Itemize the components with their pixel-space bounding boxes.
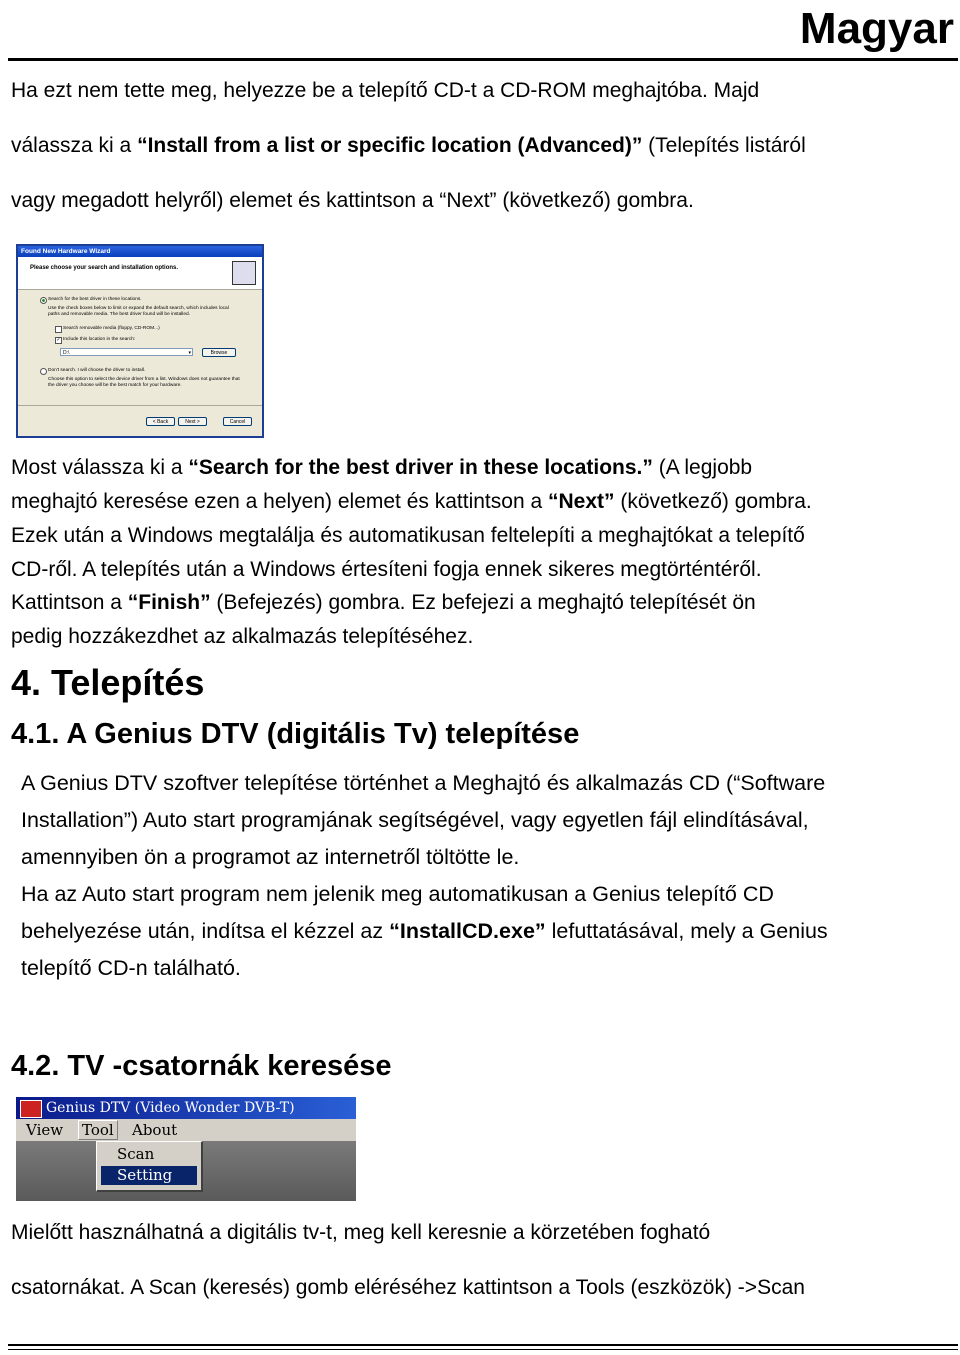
para2-line-1: Most válassza ki a “Search for the best driver in these locations.” (A legjobb [11, 456, 753, 479]
wizard-title-bar: Found New Hardware Wizard [18, 246, 262, 257]
intro-line-1: Ha ezt nem tette meg, helyezze be a telepítő CD-t a CD-ROM meghajtóba. Majd [11, 79, 760, 102]
wizard-opt2-desc1: Choose this option to select the device driver from a list. Windows does not guarantee that [48, 377, 240, 382]
browse-button[interactable]: Browse [202, 348, 236, 357]
section-4-heading: 4. Telepítés [11, 662, 205, 703]
section-4-1-heading: 4.1. A Genius DTV (digitális Tv) telepítése [11, 718, 580, 750]
tool-dropdown-menu [96, 1141, 203, 1192]
s41-line-5: behelyezése után, indítsa el kézzel az “InstallCD.exe” lefuttatásával, mely a Genius [21, 919, 828, 943]
radio-dont-search[interactable] [40, 368, 47, 375]
menu-item-scan[interactable]: Scan [117, 1145, 155, 1163]
next-button[interactable]: Next > [178, 417, 207, 426]
chevron-down-icon: ▾ [188, 350, 191, 356]
cancel-button[interactable]: Cancel [223, 417, 252, 426]
wizard-heading: Please choose your search and installation options. [30, 265, 179, 271]
checkbox-removable-media[interactable] [55, 326, 62, 333]
menu-about[interactable]: About [132, 1121, 178, 1139]
bottom-rule [8, 1344, 958, 1346]
dtv-app-icon [20, 1100, 42, 1118]
top-rule [8, 58, 958, 61]
s41-line-6: telepítő CD-n található. [21, 956, 241, 980]
wizard-opt2-desc2: the driver you choose will be the best match for your hardware. [48, 383, 182, 388]
wizard-chk2-label: Include this location in the search: [63, 337, 136, 342]
wizard-opt1: Search for the best driver in these locations. [48, 297, 142, 302]
para2-line-3: Ezek után a Windows megtalálja és automatikusan feltelepíti a meghajtókat a telepítő [11, 524, 805, 547]
wizard-opt1-desc2: paths and removable media. The best driver found will be installed. [48, 312, 191, 317]
wizard-header [18, 257, 262, 290]
s41-line-4: Ha az Auto start program nem jelenik meg automatikusan a Genius telepítő CD [21, 882, 774, 906]
bottom-rule-thin [8, 1349, 958, 1350]
para2-line-4: CD-ről. A telepítés után a Windows értesíteni fogja ennek sikeres megtörténtéről. [11, 558, 762, 581]
s42-line-1: Mielőtt használhatná a digitális tv-t, meg kell keresnie a körzetében fogható [11, 1221, 711, 1244]
path-value: D:\ [63, 350, 70, 356]
s41-line-3: amennyiben ön a programot az internetről töltötte le. [21, 845, 520, 869]
dtv-menu-bar [16, 1119, 356, 1141]
intro-line-2: válassza ki a “Install from a list or specific location (Advanced)” (Telepítés listáról [11, 134, 806, 157]
wizard-hardware-icon [232, 261, 256, 285]
path-combo[interactable] [60, 348, 193, 356]
para2-line-2: meghajtó keresése ezen a helyen) elemet és kattintson a “Next” (következő) gombra. [11, 490, 812, 513]
radio-search-selected[interactable] [40, 297, 47, 304]
para2-line-6: pedig hozzákezdhet az alkalmazás telepítéséhez. [11, 625, 474, 648]
wizard-opt2: Don't search. I will choose the driver to install. [48, 368, 146, 373]
section-4-2-heading: 4.2. TV -csatornák keresése [11, 1050, 392, 1082]
hardware-wizard-screenshot [16, 244, 264, 438]
s41-line-1: A Genius DTV szoftver telepítése történhet a Meghajtó és alkalmazás CD (“Software [21, 771, 826, 795]
para2-line-5: Kattintson a “Finish” (Befejezés) gombra. Ez befejezi a meghajtó telepítését ön [11, 591, 756, 614]
s42-line-2: csatornákat. A Scan (keresés) gomb eléréséhez kattintson a Tools (eszközök) ->Scan [11, 1276, 805, 1299]
wizard-chk1-label: Search removable media (floppy, CD-ROM...) [63, 326, 160, 331]
menu-item-setting[interactable]: Setting [101, 1166, 197, 1185]
checkbox-include-location[interactable]: ✓ [56, 337, 61, 343]
wizard-opt1-desc1: Use the check boxes below to limit or expand the default search, which includes local [48, 306, 229, 311]
menu-view[interactable]: View [26, 1121, 64, 1139]
s41-line-2: Installation”) Auto start programjának segítségével, vagy egyetlen fájl elindításával, [21, 808, 809, 832]
genius-dtv-screenshot [16, 1097, 356, 1201]
menu-tool[interactable]: Tool [78, 1120, 118, 1140]
dtv-title: Genius DTV (Video Wonder DVB-T) [46, 1100, 295, 1116]
back-button[interactable]: < Back [146, 417, 175, 426]
dtv-title-bar [16, 1097, 356, 1119]
wizard-divider [18, 405, 262, 406]
language-label: Magyar [799, 4, 954, 53]
intro-line-3: vagy megadott helyről) elemet és kattintson a “Next” (következő) gombra. [11, 189, 694, 212]
